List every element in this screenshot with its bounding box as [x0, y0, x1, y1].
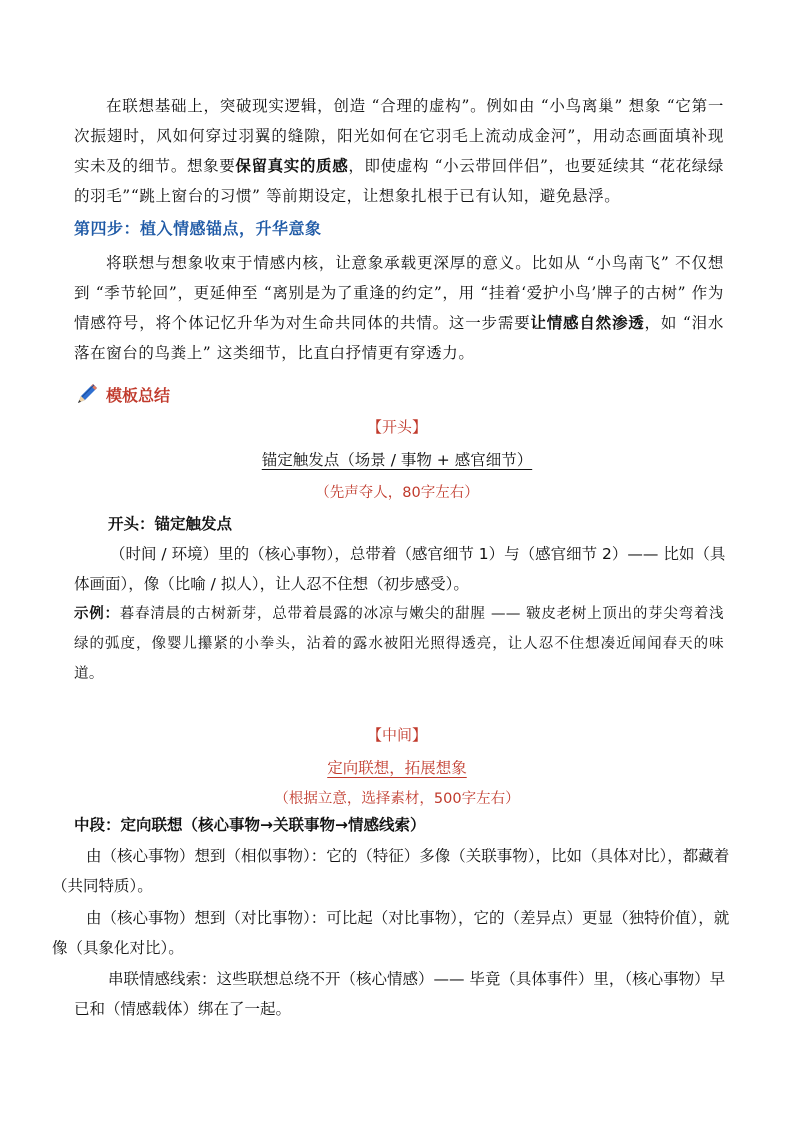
emphasis-text: 让情感自然渗透: [530, 313, 645, 332]
step-four-heading: 第四步：植入情感锚点，升华意象: [74, 219, 322, 238]
template-summary-heading: [74, 380, 170, 408]
opening-example: 示例：暮春清晨的古树新芽，总带着晨露的冰凉与嫩尖的甜腥 —— 皲皮老树上顶出的芽尖弯着浅绿的弧度，像婴儿攥紧的小拳头，沾着的露水被阳光照得透亮，让人忍不住想凑近闻闻春天的味道。: [74, 606, 724, 682]
example-label: 示例：: [74, 606, 120, 622]
middle-section-note: （根据立意，选择素材，500字左右）: [274, 791, 520, 807]
emphasis-text: 保留真实的质感: [235, 156, 349, 175]
middle-line-contrast: 由（核心事物）想到（对比事物）：可比起（对比事物），它的（差异点）更显（独特价值），就像（具象化对比）。: [52, 909, 730, 957]
pencil-icon: [74, 381, 100, 407]
opening-section-note: （先声夺人，80字左右）: [315, 485, 479, 501]
opening-template: （时间 / 环境）里的（核心事物），总带着（感官细节 1）与（感官细节 2）—— 比如（具体画面），像（比喻 / 拟人），让人忍不住想（初步感受）。: [74, 545, 726, 593]
middle-section-tag: 【中间】: [366, 726, 427, 744]
summary-label: 模板总结: [106, 385, 171, 405]
paragraph-imagination: 在联想基础上，突破现实逻辑，创造 “合理的虚构”。例如由 “小鸟离巢” 想象 “它第一次振翅时，风如何穿过羽翼的缝隙，阳光如何在它羽毛上流动成金河”，用动态画面填补现实未及的细节。想象要保留真实的质感，即使虚构 “小云带回伴侣”，也要延续其 “花花绿绿的羽毛”“跳上窗台的习惯” 等前期设定，让想象扎根于已有认知，避免悬浮。: [74, 97, 724, 205]
middle-subheading: 中段：定向联想（核心事物→关联事物→情感线索）: [74, 816, 426, 834]
opening-subheading: 开头：锚定触发点: [108, 515, 233, 533]
opening-section-title: 锚定触发点（场景 / 事物 + 感官细节）: [261, 451, 533, 469]
opening-section-tag: 【开头】: [366, 418, 427, 436]
middle-line-emotion: 串联情感线索：这些联想总绕不开（核心情感）—— 毕竟（具体事件）里，（核心事物）早已和（情感载体）绑在了一起。: [74, 970, 726, 1018]
paragraph-emotion-anchor: 将联想与想象收束于情感内核，让意象承载更深厚的意义。比如从 “小鸟南飞” 不仅想到 “季节轮回”，更延伸至 “离别是为了重逢的约定”，用 “挂着‘爱护小鸟’牌子的古树” 作为情感符号，将个体记忆升华为对生命共同体的共情。这一步需要让情感自然渗透，如 “泪水落在窗台的鸟粪上” 这类细节，比直白抒情更有穿透力。: [74, 254, 725, 362]
middle-section-title: 定向联想，拓展想象: [327, 759, 467, 777]
middle-line-similar: 由（核心事物）想到（相似事物）：它的（特征）多像（关联事物），比如（具体对比），都藏着（共同特质）。: [52, 847, 730, 895]
